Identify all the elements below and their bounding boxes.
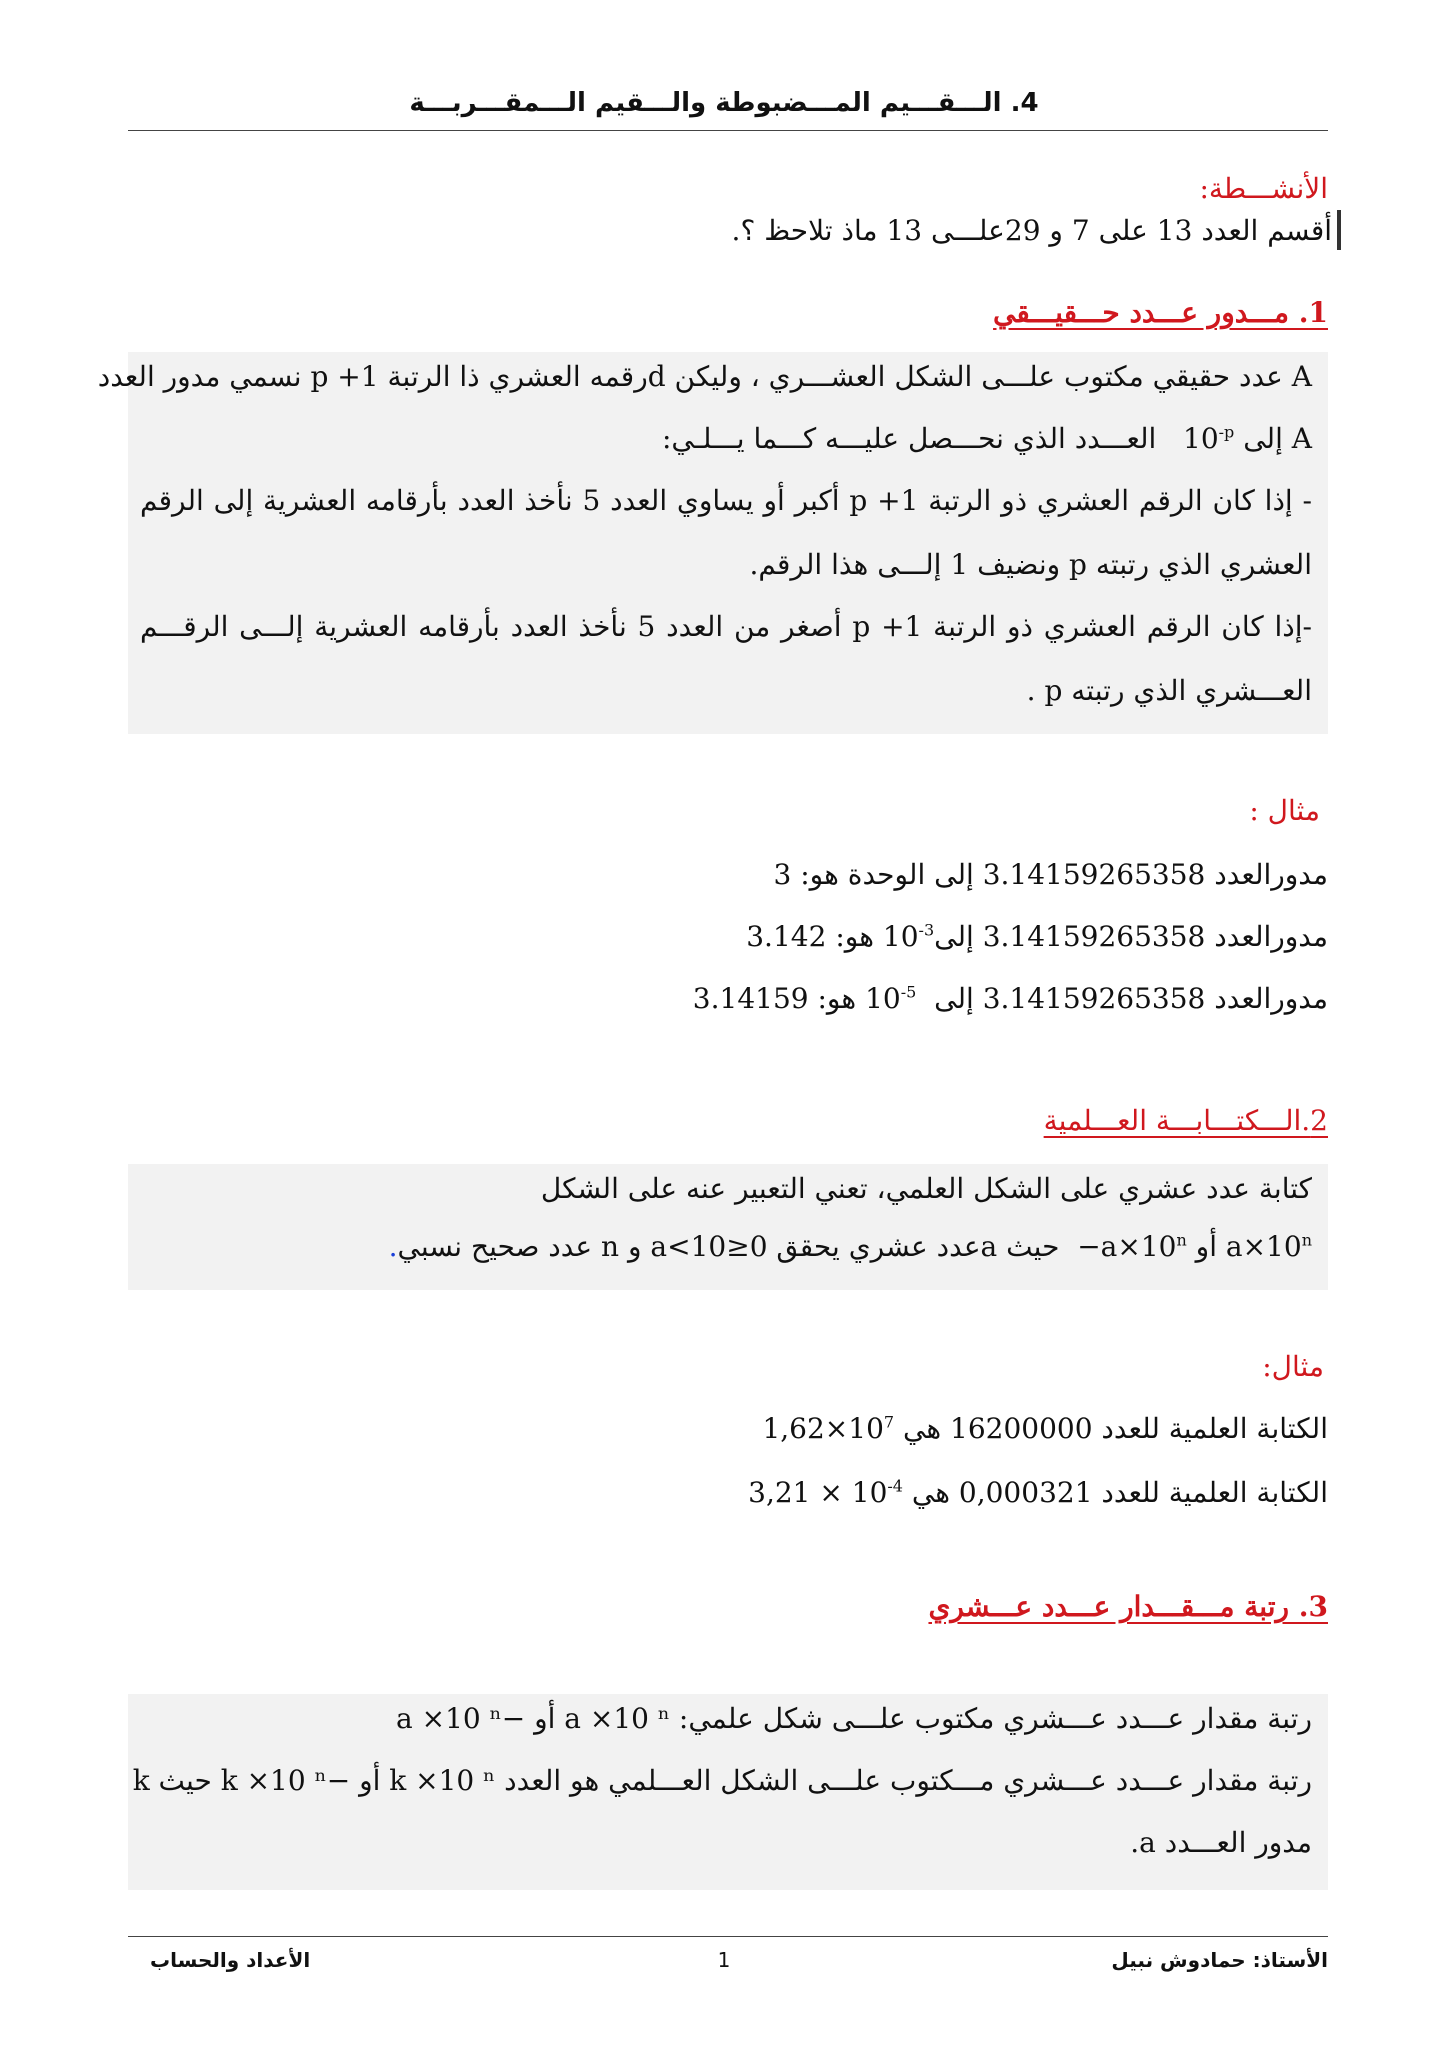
section1-line-2-start: A إلى bbox=[1243, 422, 1312, 455]
section2-line-1: كتابة عدد عشري على الشكل العلمي، تعني التعبير عنه على الشكل bbox=[540, 1172, 1312, 1205]
example2-line-2: الكتابة العلمية للعدد 0,000321 هي $3,21 \times 10^{-4}$ bbox=[748, 1476, 1328, 1509]
example2-label: مثال: bbox=[1262, 1350, 1324, 1383]
section3-line-2: رتبة مقدار عـــدد عـــشري مـــكتوب علـــى الشكل العـــلمي هو العدد k ×10 ⁿ أو −k ×10 ⁿ حيث k bbox=[132, 1764, 1312, 1797]
section1-line-5: -إذا كان الرقم العشري ذو الرتبة p +1 أصغر من العدد 5 نأخذ العدد بأرقامه العشرية إلـــى الرقـــم bbox=[140, 610, 1312, 643]
header-rule bbox=[128, 130, 1328, 131]
section1-line-4: العشري الذي رتبته p ونضيف 1 إلـــى هذا الرقم. bbox=[749, 548, 1312, 581]
page-number: 1 bbox=[717, 1948, 731, 1972]
section1-line-1: A عدد حقيقي مكتوب علـــى الشكل العشـــري ، وليكن dرقمه العشري ذا الرتبة p +1 نسمي مدور العدد bbox=[97, 360, 1312, 393]
power-ten-minus-p: $10^{-p}$ bbox=[1183, 422, 1235, 455]
example1-line-1: مدورالعدد 3.14159265358 إلى الوحدة هو: 3 bbox=[773, 858, 1328, 891]
section3-line-1: رتبة مقدار عـــدد عـــشري مكتوب علـــى شكل علمي: a ×10 ⁿ أو −a ×10 ⁿ bbox=[396, 1702, 1312, 1735]
section1-line-6: العـــشري الذي رتبته p . bbox=[1026, 674, 1312, 707]
section1-line-2 bbox=[662, 422, 1312, 455]
section1-line-2-end: العـــدد الذي نحـــصل عليـــه كـــما يـــلـي: bbox=[661, 422, 1157, 455]
power-ten: $10^{-5}$ bbox=[865, 982, 917, 1015]
footer-teacher: الأستاذ: حمادوش نبيل bbox=[1111, 1948, 1328, 1972]
example2-line-1: الكتابة العلمية للعدد 16200000 هي $1,62\times 10^7$ bbox=[762, 1412, 1328, 1445]
activity-marker bbox=[1337, 210, 1341, 250]
activities-label: الأنشـــطة: bbox=[1199, 172, 1328, 205]
example1-line-3: مدورالعدد 3.14159265358 إلى $10^{-5}$ هو: 3.14159 bbox=[692, 982, 1328, 1015]
example1-line-2: مدورالعدد 3.14159265358 $إلى10^{-3}$ هو: 3.142 bbox=[746, 920, 1328, 953]
footer-subject: الأعداد والحساب bbox=[150, 1948, 311, 1972]
section3-line-3: مدور العـــدد a. bbox=[1130, 1826, 1312, 1859]
example1-label: مثال : bbox=[1249, 794, 1320, 827]
section2-line-2: $a\times 10^n$ أو $-a\times 10^n$ حيث aعدد عشري يحقق 0≤a<10 و n عدد صحيح نسبي. bbox=[388, 1230, 1312, 1263]
sci-form-positive: $a\times 10^n$ bbox=[1225, 1230, 1312, 1263]
definition-box-2 bbox=[128, 1164, 1328, 1290]
section1-title: 1. مـــدور عـــدد حـــقيـــقي bbox=[993, 296, 1328, 329]
section2-title: 2.الـــكتـــابـــة العـــلمية bbox=[1043, 1104, 1328, 1137]
page-title: 4. الـــقـــيم المـــضبوطة والـــقيم الـــمقـــربـــة bbox=[409, 88, 1039, 118]
definition-box-3 bbox=[128, 1694, 1328, 1890]
power-ten: $10^{-3}$ bbox=[882, 920, 935, 953]
footer-rule bbox=[128, 1936, 1328, 1937]
definition-box-1 bbox=[97, 352, 1328, 734]
section3-title: 3. رتبة مـــقـــدار عـــدد عـــشري bbox=[928, 1590, 1328, 1623]
section1-line-3: - إذا كان الرقم العشري ذو الرتبة p +1 أكبر أو يساوي العدد 5 نأخذ العدد بأرقامه العشرية إلى الرقم bbox=[140, 484, 1312, 517]
activities-text: أقسم العدد 13 على 7 و 29علـــى 13 ماذ تلاحظ ؟. bbox=[731, 214, 1332, 247]
sci-form-negative: $-a\times 10^n$ bbox=[1077, 1230, 1187, 1263]
